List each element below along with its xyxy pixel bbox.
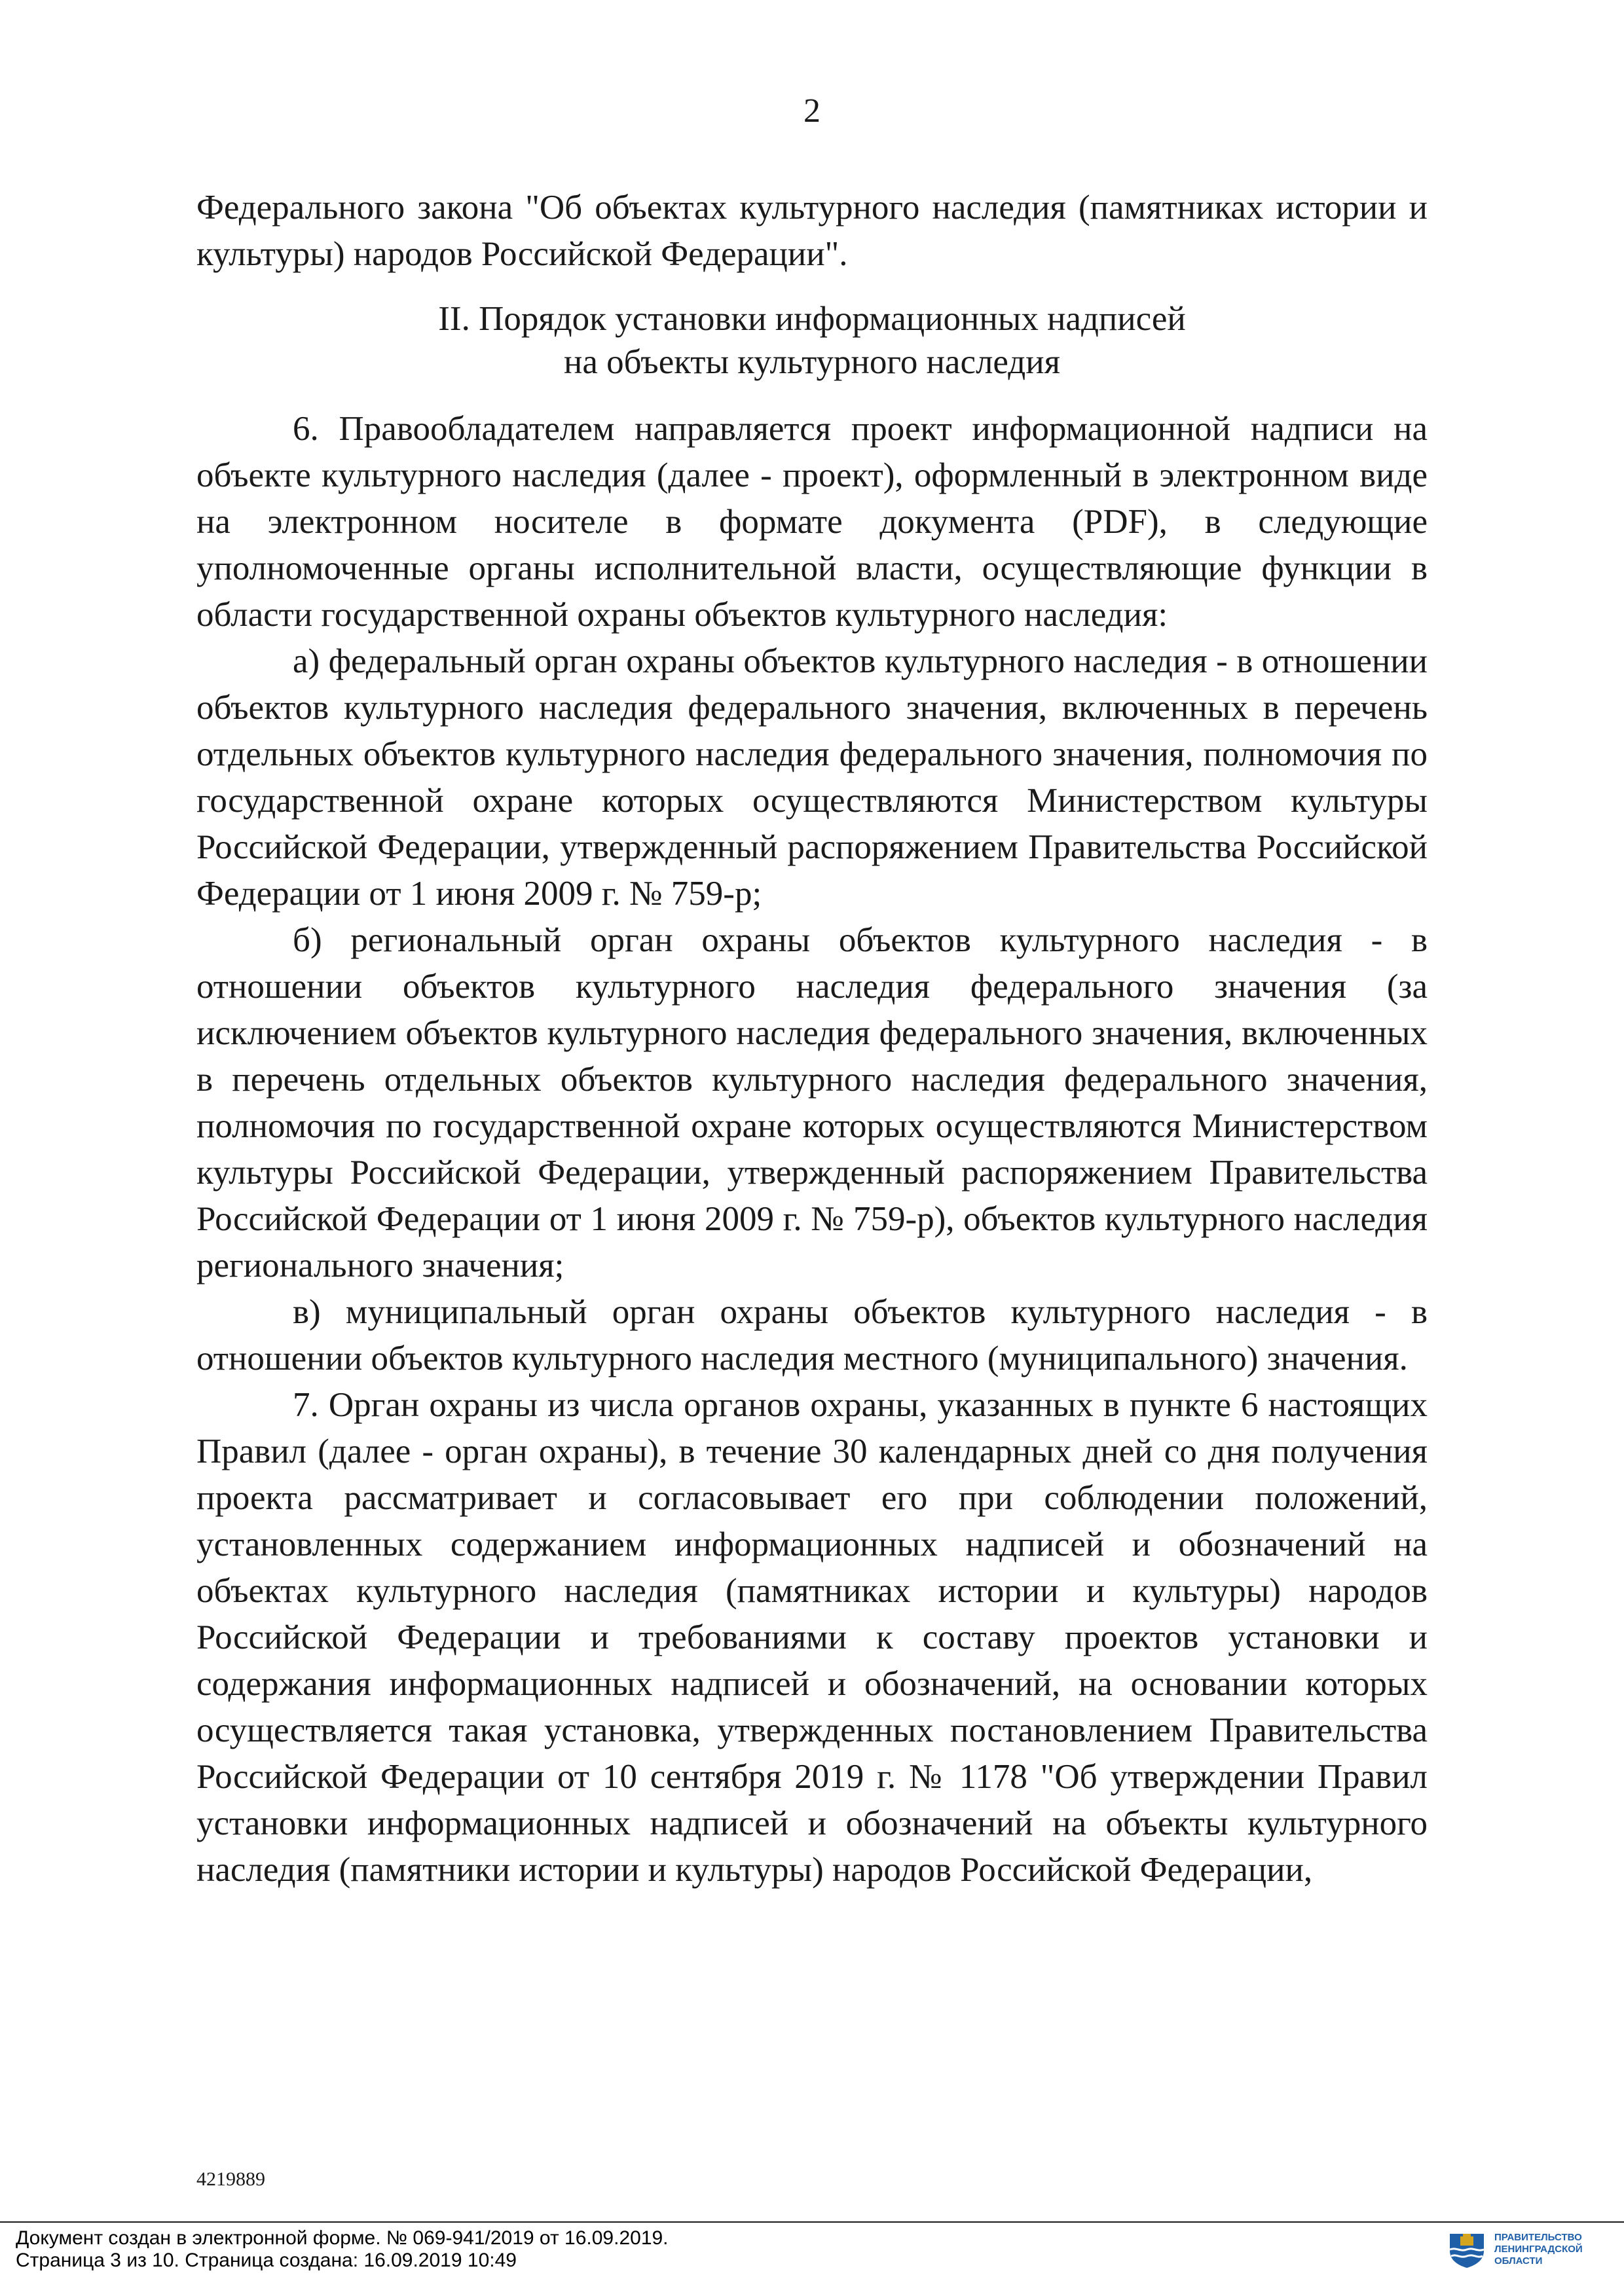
paragraph-6v: в) муниципальный орган охраны объектов культурного наследия - в отношении объектов культурного наследия местного (муниципального) значения. bbox=[196, 1293, 1428, 1377]
document-code: 4219889 bbox=[196, 2168, 265, 2190]
logo-text bbox=[1494, 2232, 1583, 2267]
logo-line2: ЛЕНИНГРАДСКОЙ bbox=[1494, 2244, 1583, 2255]
footer-line2: Страница 3 из 10. Страница создана: 16.09.2019 10:49 bbox=[16, 2250, 517, 2271]
page-number: 2 bbox=[803, 92, 821, 130]
paragraph-7: 7. Орган охраны из числа органов охраны, указанных в пункте 6 настоящих Правил (далее - орган охраны), в течение 30 календарных дней со дня получения проекта рассматривает и согласовывает его при соблюдении положений, установленных содержанием информационных надписей и обозначений на объектах культурного наследия (памятниках истории и культуры) народов Российской Федерации и требованиями к составу проектов установки и содержания информационных надписей и обозначений, на основании которых осуществляется такая установка, утвержденных постановлением Правительства Российской Федерации от 10 сентября 2019 г. № 1178 "Об утверждении Правил установки информационных надписей и обозначений на объекты культурного наследия (памятники истории и культуры) народов Российской Федерации, bbox=[196, 1386, 1428, 1889]
section-heading bbox=[196, 297, 1428, 384]
section-heading-line2: на объекты культурного наследия bbox=[564, 343, 1060, 381]
logo-line3: ОБЛАСТИ bbox=[1494, 2255, 1543, 2267]
footer-info bbox=[16, 2227, 669, 2272]
section-heading-line1: II. Порядок установки информационных надписей bbox=[438, 300, 1186, 338]
paragraph-6: 6. Правообладателем направляется проект информационной надписи на объекте культурного наследия (далее - проект), оформленный в электронном виде на электронном носителе в формате документа (PDF), в следующие уполномоченные органы исполнительной власти, осуществляющие функции в области государственной охраны объектов культурного наследия: bbox=[196, 410, 1428, 634]
intro-paragraph: Федерального закона "Об объектах культурного наследия (памятниках истории и культуры) народов Российской Федерации". bbox=[196, 189, 1428, 273]
logo-line1: ПРАВИТЕЛЬСТВО bbox=[1494, 2232, 1582, 2243]
paragraph-6a: а) федеральный орган охраны объектов культурного наследия - в отношении объектов культурного наследия федерального значения, включенных в перечень отдельных объектов культурного наследия федерального значения, полномочия по государственной охране которых осуществляются Министерством культуры Российской Федерации, утвержденный распоряжением Правительства Российской Федерации от 1 июня 2009 г. № 759-р; bbox=[196, 642, 1428, 913]
government-logo bbox=[1447, 2230, 1583, 2269]
paragraph-6b: б) региональный орган охраны объектов культурного наследия - в отношении объектов культурного наследия федерального значения (за исключением объектов культурного наследия федерального значения, включенных в перечень отдельных объектов культурного наследия федерального значения, полномочия по государственной охране которых осуществляются Министерством культуры Российской Федерации, утвержденный распоряжением Правительства Российской Федерации от 1 июня 2009 г. № 759-р), объектов культурного наследия регионального значения; bbox=[196, 921, 1428, 1285]
footer-divider bbox=[0, 2221, 1624, 2223]
coat-of-arms-icon bbox=[1447, 2230, 1486, 2269]
document-body bbox=[196, 185, 1428, 1893]
footer-line1: Документ создан в электронной форме. № 069-941/2019 от 16.09.2019. bbox=[16, 2227, 669, 2249]
